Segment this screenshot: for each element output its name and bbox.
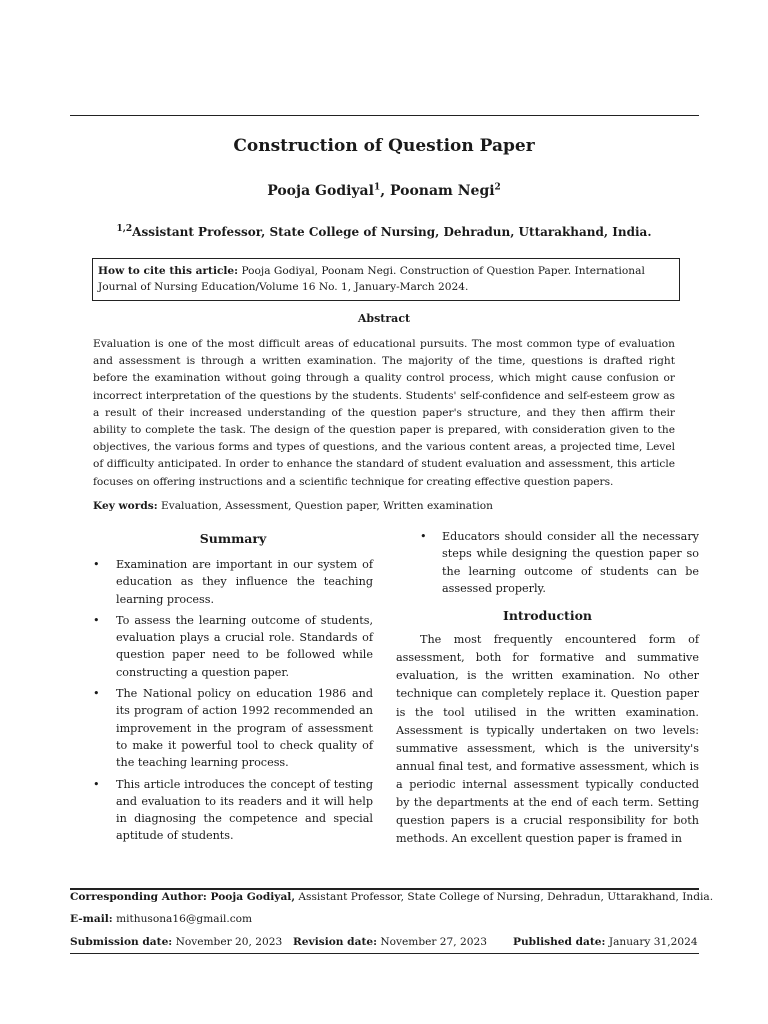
corresponding-author-name: Pooja Godiyal, bbox=[206, 891, 296, 903]
authors-line bbox=[0, 183, 768, 199]
citation-text: Pooja Godiyal, Poonam Negi. Construction of Question Paper. International Journal of Nursing Education/Volume 16 No. 1, January-March 2024. bbox=[98, 265, 645, 293]
introduction-body: The most frequently encountered form of assessment, both for formative and summative evaluation, is the written examination. No other technique can completely replace it. Question paper is the tool utilised in the written examination. Assessment is typically undertaken on two levels: summative assessment, which is the university's annual final test, and formative assessment, which is a periodic internal assessment typically conducted by the departments at the end of each term. Setting question papers is a crucial responsibility for both methods. An excellent question paper is framed in bbox=[396, 633, 699, 846]
corresponding-author-details: Assistant Professor, State College of Nursing, Dehradun, Uttarakhand, India. bbox=[295, 891, 714, 903]
bullet-glyph: • bbox=[420, 530, 427, 543]
published-date-label: Published date: bbox=[513, 936, 606, 948]
bullet-glyph: • bbox=[93, 777, 100, 791]
keywords-label: Key words: bbox=[93, 500, 158, 512]
summary-bullet-item bbox=[396, 528, 699, 597]
summary-bullet-item bbox=[93, 556, 373, 608]
summary-bullet-list bbox=[93, 556, 373, 845]
header-rule bbox=[70, 115, 699, 116]
published-date-value: January 31,2024 bbox=[605, 936, 698, 948]
summary-bullet-item bbox=[93, 612, 373, 681]
author-1-affiliation-mark: 1 bbox=[373, 182, 381, 193]
revision-date-group bbox=[293, 935, 487, 949]
citation-box bbox=[92, 258, 680, 301]
published-date-group bbox=[513, 935, 698, 949]
bullet-glyph: • bbox=[93, 687, 100, 701]
summary-heading: Summary bbox=[199, 531, 267, 546]
submission-date-value: November 20, 2023 bbox=[172, 936, 283, 948]
paper-title: Construction of Question Paper bbox=[233, 136, 535, 156]
submission-date-label: Submission date: bbox=[70, 936, 173, 948]
summary-bullet-item bbox=[93, 776, 373, 845]
bullet-glyph: • bbox=[93, 613, 100, 627]
bullet-glyph: • bbox=[93, 558, 100, 571]
right-column bbox=[396, 528, 699, 848]
summary-bullet-item bbox=[93, 685, 373, 771]
bullet-text: This article introduces the concept of testing and evaluation to its readers and it will help in diagnosing the competence and special aptitude of students. bbox=[116, 777, 373, 843]
abstract-heading: Abstract bbox=[357, 312, 411, 325]
author-2-name: Poonam Negi bbox=[389, 183, 495, 199]
bullet-text: Educators should consider all the necessary steps while designing the question paper so the learning outcome of students can be assessed properly. bbox=[442, 530, 699, 595]
keywords-text: Evaluation, Assessment, Question paper, Written examination bbox=[157, 500, 493, 512]
summary-bullet-list-continued bbox=[396, 528, 699, 597]
email-line bbox=[70, 912, 710, 926]
affiliation-text: Assistant Professor, State College of Nursing, Dehradun, Uttarakhand, India. bbox=[132, 225, 652, 239]
corresponding-author-label: Corresponding Author: bbox=[70, 891, 207, 903]
abstract-body: Evaluation is one of the most difficult areas of educational pursuits. The most common type of evaluation and assessment is through a written examination. The majority of the time, questions is drafted right before the examination without going through a quality control process, which might cause confusion or incorrect interpretation of the questions by the students. Students' self-confidence and self-esteem grow as a result of their increased understanding of the question paper's structure, and they then affirm their ability to complete the task. The design of the question paper is prepared, with consideration given to the objectives, the various forms and types of questions, and the various content areas, a projected time, Level of difficulty anticipated. In order to enhance the standard of student evaluation and assessment, this article focuses on offering instructions and a scientific technique for creating effective question papers. bbox=[93, 338, 675, 488]
submission-date-group bbox=[70, 935, 282, 949]
introduction-heading: Introduction bbox=[502, 608, 593, 624]
footer-bottom-rule bbox=[70, 953, 699, 954]
author-2-affiliation-mark: 2 bbox=[494, 182, 501, 193]
affiliation-line bbox=[0, 225, 768, 239]
affiliation-mark: 1,2 bbox=[116, 224, 133, 234]
bullet-text: Examination are important in our system of education as they influence the teaching learning process. bbox=[116, 558, 373, 606]
left-column bbox=[93, 528, 373, 849]
bullet-text: The National policy on education 1986 and its program of action 1992 recommended an improvement in the program of assessment to make it powerful tool to check quality of the teaching learning process. bbox=[116, 687, 373, 770]
corresponding-author-line bbox=[70, 890, 714, 904]
revision-date-label: Revision date: bbox=[293, 936, 377, 948]
bullet-text: To assess the learning outcome of students, evaluation plays a crucial role. Standards of question paper need to be followed while constructing a question paper. bbox=[116, 613, 373, 679]
author-1-name: Pooja Godiyal bbox=[267, 183, 374, 199]
email-label: E-mail: bbox=[70, 913, 113, 925]
author-separator: , bbox=[380, 183, 390, 199]
revision-date-value: November 27, 2023 bbox=[377, 936, 487, 948]
keywords-line bbox=[93, 498, 675, 515]
citation-label: How to cite this article: bbox=[98, 265, 239, 277]
email-address: mithusona16@gmail.com bbox=[112, 913, 253, 925]
